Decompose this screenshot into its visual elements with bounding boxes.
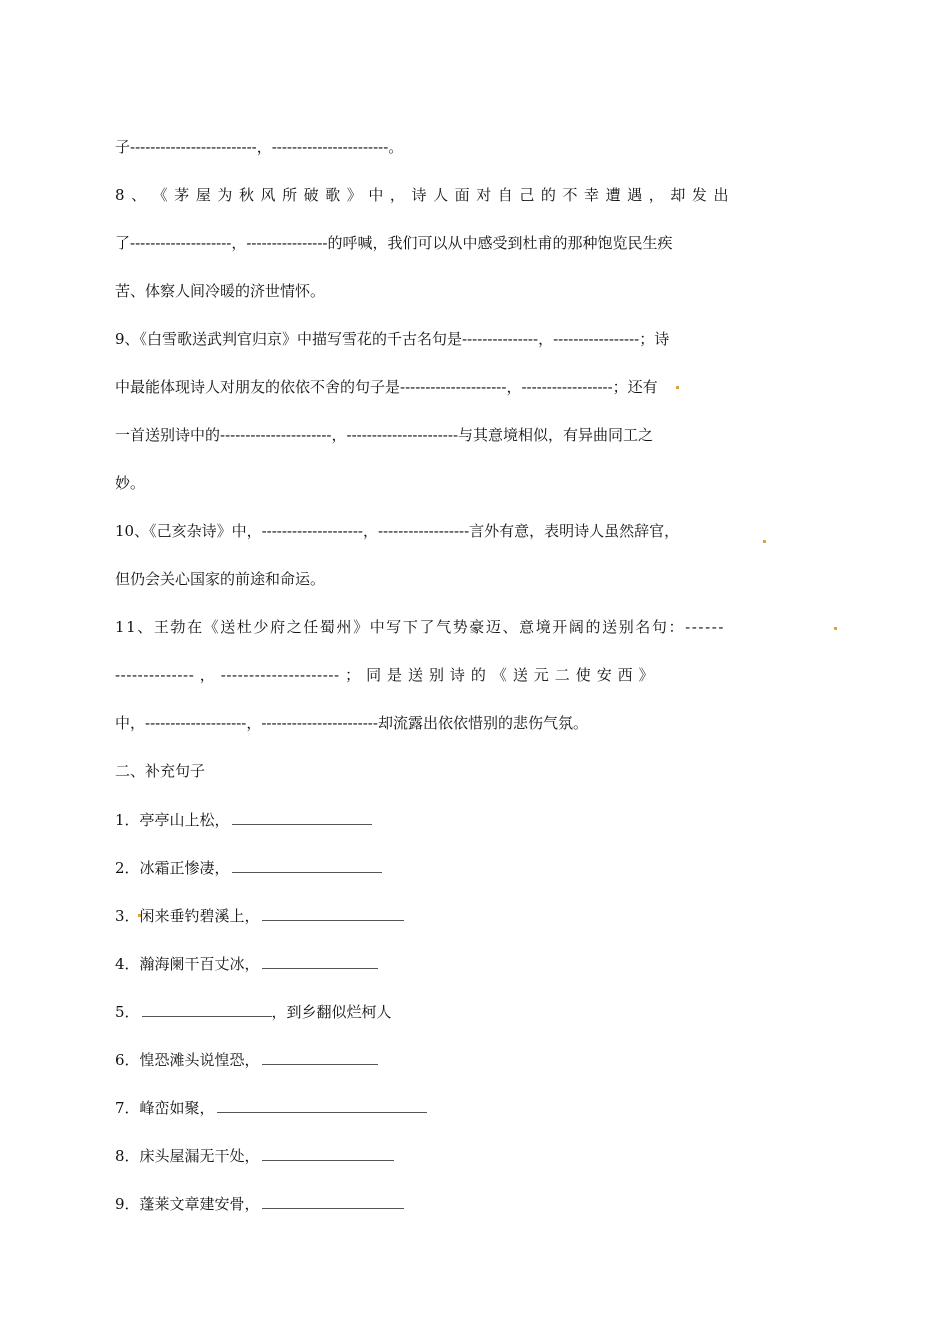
answer-blank[interactable] bbox=[262, 1049, 378, 1065]
list-item-6 bbox=[115, 1049, 378, 1070]
item-text: 4．瀚海阑干百丈冰， bbox=[115, 955, 260, 973]
list-item-1 bbox=[115, 809, 372, 830]
q8-line2: 了--------------------，----------------的呼喊，我们可以从中感受到杜甫的那种饱览民生疾 bbox=[115, 234, 673, 252]
item-text: 7．峰峦如聚， bbox=[115, 1099, 215, 1117]
item-text: 3．闲来垂钓碧溪上， bbox=[115, 907, 260, 925]
list-item-9 bbox=[115, 1193, 404, 1214]
answer-blank[interactable] bbox=[262, 1193, 404, 1209]
q7-continuation: 子-------------------------，-----------------------。 bbox=[115, 138, 404, 156]
answer-blank[interactable] bbox=[262, 905, 404, 921]
q9-line4: 妙。 bbox=[115, 474, 146, 492]
q11-line1: 11、王勃在《送杜少府之任蜀州》中写下了气势豪迈、意境开阔的送别名句：------ bbox=[115, 618, 726, 636]
answer-blank[interactable] bbox=[232, 857, 382, 873]
q9-line2: 中最能体现诗人对朋友的依依不舍的句子是---------------------，------------------；还有 bbox=[115, 378, 658, 396]
item-text: 6．惶恐滩头说惶恐， bbox=[115, 1051, 260, 1069]
q11-line3: 中，--------------------，-----------------------却流露出依依惜别的悲伤气氛。 bbox=[115, 714, 588, 732]
answer-blank[interactable] bbox=[262, 1145, 394, 1161]
stray-mark bbox=[834, 627, 837, 630]
list-item-3 bbox=[115, 905, 404, 926]
item-text: 5． bbox=[115, 1003, 140, 1021]
list-item-4 bbox=[115, 953, 378, 974]
item-text-after: ，到乡翻似烂柯人 bbox=[271, 1003, 392, 1021]
item-text: 8．床头屋漏无干处， bbox=[115, 1147, 260, 1165]
section-heading: 二、补充句子 bbox=[115, 762, 206, 780]
list-item-8 bbox=[115, 1145, 394, 1166]
q8-line3: 苦、体察人间冷暖的济世情怀。 bbox=[115, 282, 326, 300]
list-item-7 bbox=[115, 1097, 427, 1118]
item-text: 2．冰霜正惨凄， bbox=[115, 859, 230, 877]
q10-line2: 但仍会关心国家的前途和命运。 bbox=[115, 570, 326, 588]
answer-blank[interactable] bbox=[232, 809, 372, 825]
item-text: 1．亭亭山上松， bbox=[115, 811, 230, 829]
stray-mark bbox=[763, 540, 766, 543]
q9-line3: 一首送别诗中的----------------------，----------------------与其意境相似，有异曲同工之 bbox=[115, 426, 654, 444]
q10-line1: 10、《己亥杂诗》中，--------------------，------------------言外有意，表明诗人虽然辞官， bbox=[115, 522, 680, 540]
answer-blank[interactable] bbox=[142, 1001, 272, 1017]
q8-line1-text: 8 、 《 茅 屋 为 秋 风 所 破 歌 》 中 ， 诗 人 面 对 自 己 的 不 幸 遭 遇 ， 却 发 出 bbox=[115, 186, 730, 204]
q11-line2: -------------- ， --------------------- ； 同 是 送 别 诗 的 《 送 元 二 使 安 西 》 bbox=[115, 666, 655, 684]
item-text: 9．蓬莱文章建安骨， bbox=[115, 1195, 260, 1213]
q9-line1: 9、《白雪歌送武判官归京》中描写雪花的千古名句是---------------，-----------------；诗 bbox=[115, 330, 670, 348]
q8-line1 bbox=[115, 185, 840, 205]
answer-blank[interactable] bbox=[217, 1097, 427, 1113]
answer-blank[interactable] bbox=[262, 953, 378, 969]
stray-mark bbox=[676, 386, 679, 389]
list-item-2 bbox=[115, 857, 382, 878]
list-item-5 bbox=[115, 1001, 392, 1022]
